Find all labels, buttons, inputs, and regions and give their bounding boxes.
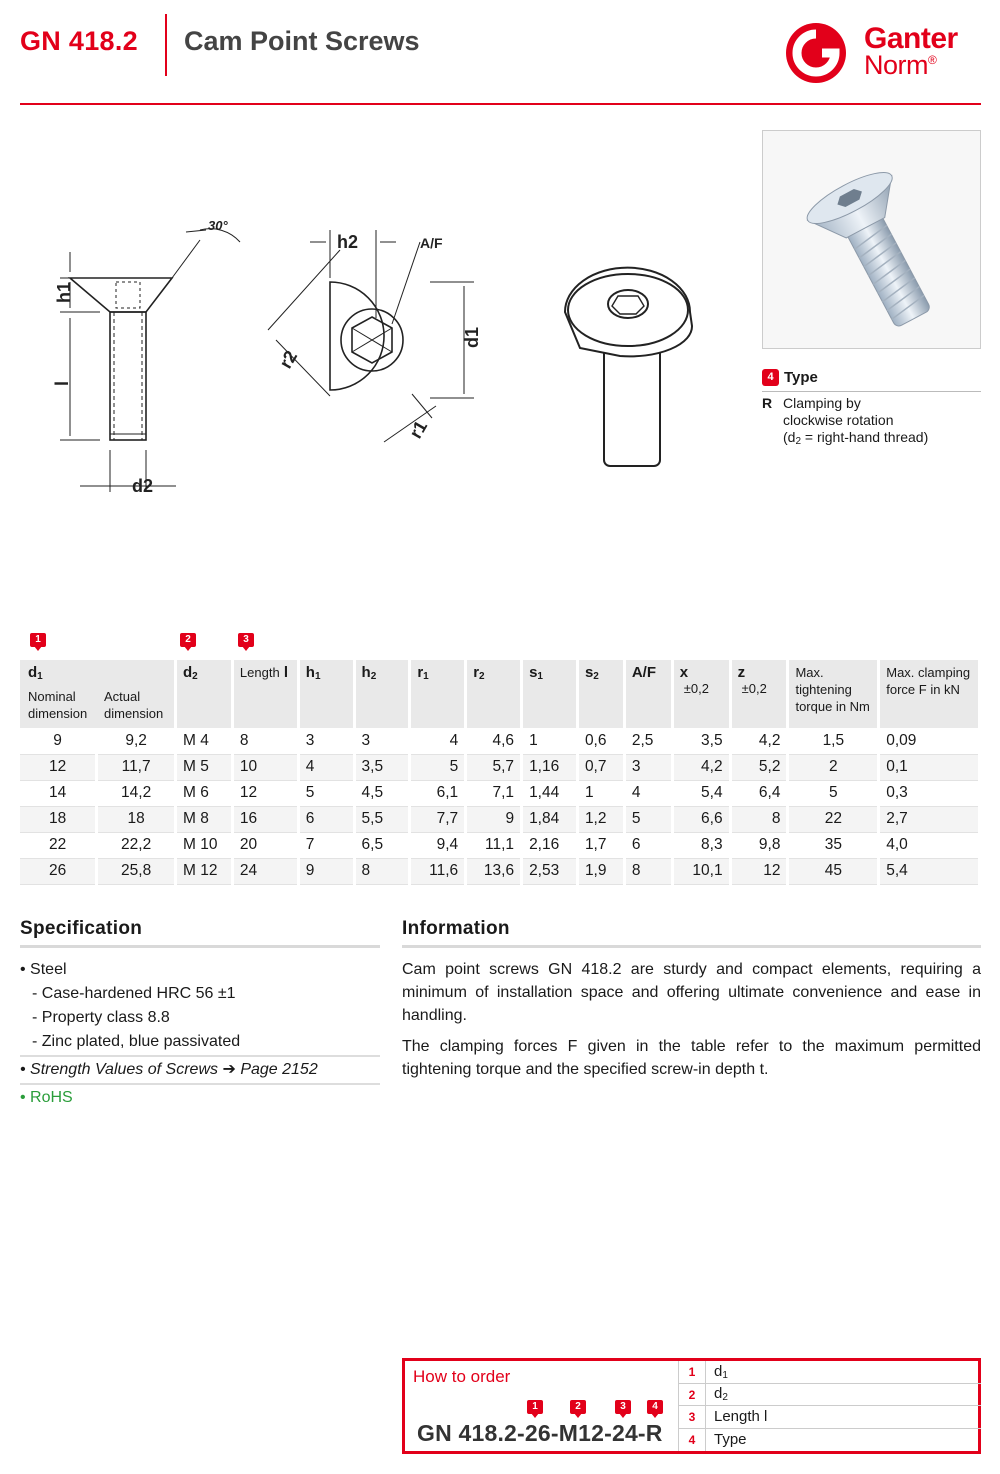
- order-code: GN 418.2-26-M12-24-R: [417, 1420, 663, 1446]
- table-cell: 1,7: [577, 832, 624, 858]
- header-rule: [20, 103, 981, 105]
- table-cell: 11,1: [466, 832, 522, 858]
- table-cell: 5: [410, 754, 466, 780]
- specification-rule: [20, 945, 380, 948]
- table-cell: 4,2: [730, 728, 788, 754]
- table-cell: M 4: [176, 728, 233, 754]
- table-cell: 13,6: [466, 858, 522, 884]
- page-title: Cam Point Screws: [184, 26, 420, 56]
- table-cell: 11,6: [410, 858, 466, 884]
- r2-label: r2: [275, 347, 302, 372]
- screw-photo-icon: [763, 131, 980, 348]
- order-badge-3: 3: [615, 1400, 631, 1425]
- type-title: Type: [784, 369, 818, 386]
- table-cell: 18: [20, 806, 97, 832]
- table-cell: 3,5: [354, 754, 410, 780]
- table-cell: 14: [20, 780, 97, 806]
- table-cell: M 12: [176, 858, 233, 884]
- table-cell: 6,1: [410, 780, 466, 806]
- table-cell: 5: [788, 780, 879, 806]
- table-cell: 10: [232, 754, 298, 780]
- table-cell: 45: [788, 858, 879, 884]
- table-cell: 12: [232, 780, 298, 806]
- table-cell: 5: [298, 780, 354, 806]
- table-cell: 2,53: [522, 858, 578, 884]
- col-s1: $s_1$: [522, 660, 578, 728]
- table-cell: 4,6: [466, 728, 522, 754]
- r1-label: r1: [405, 417, 432, 442]
- order-badge-1: 1: [527, 1400, 543, 1425]
- table-cell: 2: [788, 754, 879, 780]
- table-cell: 1,84: [522, 806, 578, 832]
- table-cell: 0,6: [577, 728, 624, 754]
- table-row: [20, 780, 980, 806]
- h1-label: h1: [54, 281, 74, 303]
- table-cell: 8: [624, 858, 672, 884]
- table-cell: 8: [354, 858, 410, 884]
- col-s2: $s_2$: [577, 660, 624, 728]
- table-cell: 6,6: [672, 806, 730, 832]
- table-cell: 25,8: [97, 858, 176, 884]
- col-af: A/F: [624, 660, 672, 728]
- brand-subname: Norm®: [864, 50, 937, 80]
- table-cell: 0,7: [577, 754, 624, 780]
- col-length: Length l: [232, 660, 298, 728]
- table-cell: M 10: [176, 832, 233, 858]
- brand-name: Ganter: [864, 22, 958, 55]
- table-cell: 8,3: [672, 832, 730, 858]
- table-cell: 1,2: [577, 806, 624, 832]
- table-cell: 4,5: [354, 780, 410, 806]
- table-cell: 3: [624, 754, 672, 780]
- table-cell: 12: [730, 858, 788, 884]
- table-header-row: [20, 660, 980, 728]
- side-view-drawing: [60, 229, 240, 492]
- angle-label: 30°: [208, 218, 228, 233]
- table-cell: 5: [624, 806, 672, 832]
- table-cell: 1,44: [522, 780, 578, 806]
- d1-label: d1: [462, 326, 482, 348]
- table-cell: 26: [20, 858, 97, 884]
- type-key: R: [762, 395, 773, 411]
- table-cell: 4,2: [672, 754, 730, 780]
- table-cell: 14,2: [97, 780, 176, 806]
- table-row: [20, 858, 980, 884]
- legend-row: 1 $d_1$: [678, 1361, 981, 1384]
- product-photo: [762, 130, 981, 349]
- spec-item: - Zinc plated, blue passivated: [32, 1033, 241, 1050]
- how-to-order-box: [402, 1358, 981, 1454]
- col-force: Max. clamping force F in kN: [879, 660, 980, 728]
- table-cell: 2,16: [522, 832, 578, 858]
- col-h2: $h_2$: [354, 660, 410, 728]
- table-cell: 5,7: [466, 754, 522, 780]
- specification-list: [20, 958, 380, 1110]
- table-cell: 1,16: [522, 754, 578, 780]
- order-badge-2: 2: [570, 1400, 586, 1425]
- table-cell: 7,1: [466, 780, 522, 806]
- type-header: [762, 367, 981, 392]
- order-label: How to order: [413, 1367, 511, 1386]
- col-z: z ±0,2: [730, 660, 788, 728]
- product-code: GN 418.2: [20, 26, 138, 56]
- d2-label: d2: [132, 476, 154, 496]
- table-cell: M 5: [176, 754, 233, 780]
- l-label: l: [52, 380, 72, 386]
- table-cell: 11,7: [97, 754, 176, 780]
- table-badge-3: 3: [238, 633, 254, 658]
- col-r2: $r_2$: [466, 660, 522, 728]
- table-cell: 1: [577, 780, 624, 806]
- table-cell: M 8: [176, 806, 233, 832]
- legend-row: 4 Type: [678, 1429, 981, 1452]
- table-cell: 7: [298, 832, 354, 858]
- table-cell: 3: [298, 728, 354, 754]
- info-paragraph: The clamping forces F given in the table refer to the maximum permitted tightening torque and the specified screw-in depth t.: [402, 1038, 981, 1078]
- table-cell: 5,5: [354, 806, 410, 832]
- table-cell: 2,7: [879, 806, 980, 832]
- information-rule: [402, 945, 981, 948]
- col-h1: $h_1$: [298, 660, 354, 728]
- table-cell: 8: [730, 806, 788, 832]
- col-d2: $d_2$: [176, 660, 233, 728]
- information-title: Information: [402, 918, 510, 939]
- isometric-view-drawing: [565, 268, 692, 466]
- table-cell: 3: [354, 728, 410, 754]
- table-cell: 4,0: [879, 832, 980, 858]
- table-cell: 4: [624, 780, 672, 806]
- table-cell: M 6: [176, 780, 233, 806]
- table-cell: 5,4: [879, 858, 980, 884]
- table-cell: 22,2: [97, 832, 176, 858]
- table-cell: 6: [624, 832, 672, 858]
- table-cell: 1,5: [788, 728, 879, 754]
- dimension-table: [20, 660, 981, 885]
- table-cell: 9,4: [410, 832, 466, 858]
- table-badge-2: 2: [180, 633, 196, 658]
- top-view-drawing: [268, 230, 474, 442]
- col-d1: $d_1$: [28, 664, 43, 682]
- table-cell: 2,5: [624, 728, 672, 754]
- table-cell: 18: [97, 806, 176, 832]
- table-cell: 0,1: [879, 754, 980, 780]
- col-x: x ±0,2: [672, 660, 730, 728]
- table-cell: 6,4: [730, 780, 788, 806]
- table-cell: 1: [522, 728, 578, 754]
- table-badge-1: 1: [30, 633, 46, 658]
- spec-item: - Case-hardened HRC 56 ±1: [32, 985, 236, 1002]
- type-badge: 4: [762, 369, 779, 386]
- table-cell: 4: [410, 728, 466, 754]
- table-row: [20, 754, 980, 780]
- table-cell: 9: [20, 728, 97, 754]
- af-label: A/F: [420, 235, 443, 251]
- table-cell: 10,1: [672, 858, 730, 884]
- specification-title: Specification: [20, 918, 143, 939]
- order-badge-4: 4: [647, 1400, 663, 1425]
- table-cell: 1,9: [577, 858, 624, 884]
- table-cell: 9: [298, 858, 354, 884]
- strength-values-link[interactable]: • Strength Values of Screws ➔ Page 2152: [20, 1055, 380, 1082]
- col-nominal: Nominal dimension: [28, 689, 88, 721]
- type-description: Clamping by clockwise rotation ($d_2$ = right-hand thread): [783, 395, 929, 447]
- table-cell: 9,8: [730, 832, 788, 858]
- legend-row: 3 Length l: [678, 1406, 981, 1429]
- col-r1: $r_1$: [410, 660, 466, 728]
- table-cell: 12: [20, 754, 97, 780]
- technical-drawing: [40, 200, 740, 500]
- table-cell: 22: [788, 806, 879, 832]
- col-actual: Actual dimension: [104, 689, 164, 721]
- table-cell: 22: [20, 832, 97, 858]
- col-torque: Max. tightening torque in Nm: [788, 660, 879, 728]
- table-cell: 0,3: [879, 780, 980, 806]
- table-cell: 35: [788, 832, 879, 858]
- table-cell: 3,5: [672, 728, 730, 754]
- table-cell: 16: [232, 806, 298, 832]
- spec-item: - Property class 8.8: [32, 1009, 170, 1026]
- table-cell: 20: [232, 832, 298, 858]
- table-cell: 7,7: [410, 806, 466, 832]
- rohs-item: • RoHS: [20, 1083, 380, 1110]
- table-cell: 24: [232, 858, 298, 884]
- table-cell: 9: [466, 806, 522, 832]
- h2-label: h2: [337, 232, 359, 252]
- table-cell: 6: [298, 806, 354, 832]
- table-cell: 5,4: [672, 780, 730, 806]
- table-row: [20, 832, 980, 858]
- table-cell: 4: [298, 754, 354, 780]
- table-row: [20, 806, 980, 832]
- table-cell: 5,2: [730, 754, 788, 780]
- table-cell: 0,09: [879, 728, 980, 754]
- header-divider: [165, 14, 167, 76]
- table-cell: 8: [232, 728, 298, 754]
- spec-item: • Steel: [20, 961, 67, 978]
- table-cell: 6,5: [354, 832, 410, 858]
- legend-row: 2 $d_2$: [678, 1384, 981, 1407]
- table-row: [20, 728, 980, 754]
- order-legend: [678, 1361, 981, 1451]
- information-text: [402, 958, 981, 1089]
- table-cell: 9,2: [97, 728, 176, 754]
- info-paragraph: Cam point screws GN 418.2 are sturdy and compact elements, requiring a minimum of installation space and offering ultimate convenience and ease in handling.: [402, 961, 981, 1024]
